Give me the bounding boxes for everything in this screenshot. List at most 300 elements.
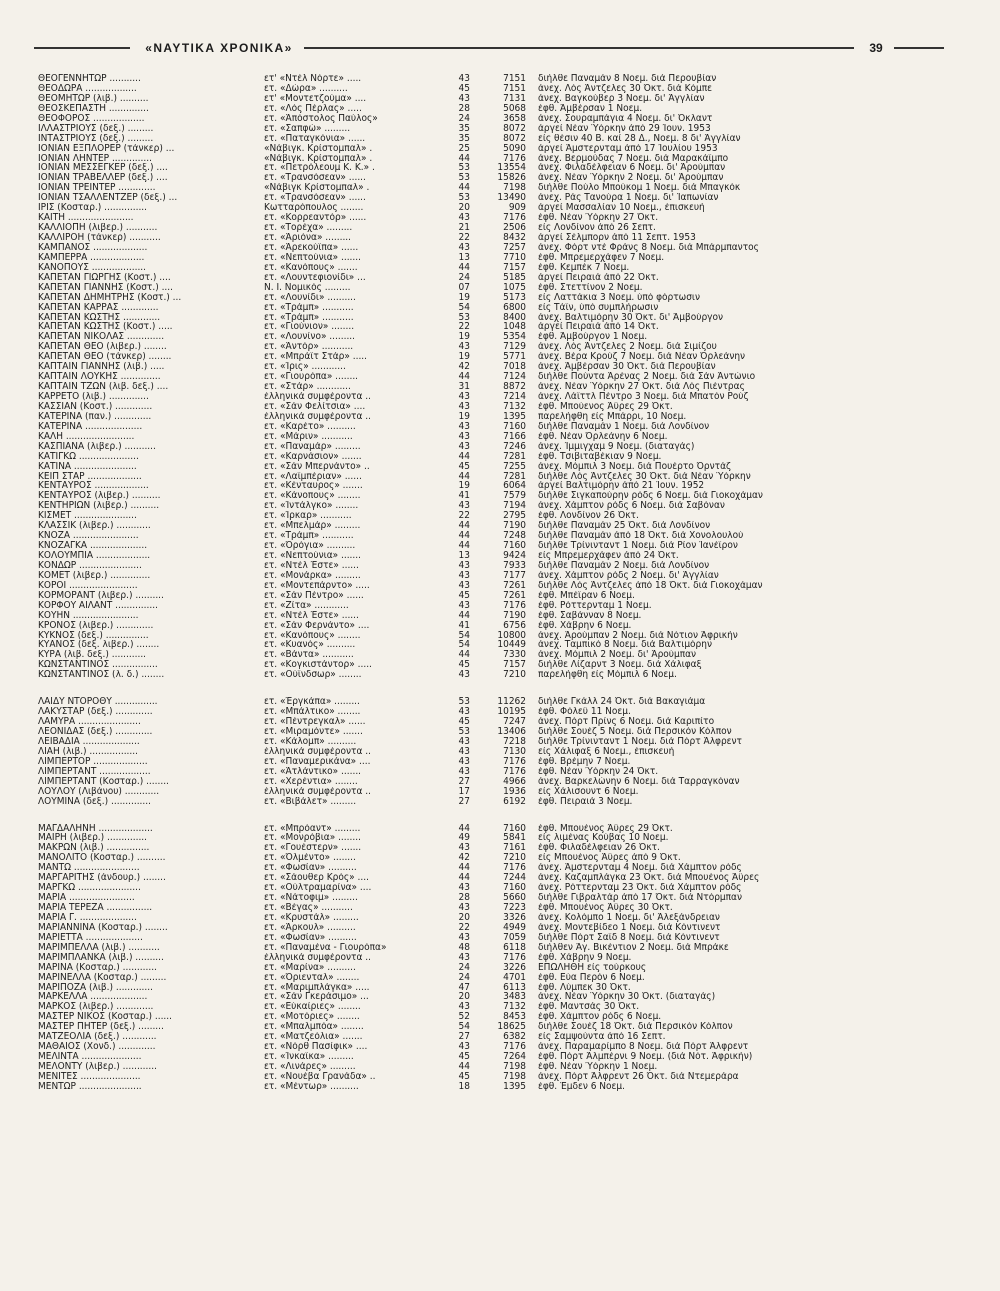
ship-year: 43 bbox=[458, 1002, 470, 1013]
ship-tonnage: 7255 bbox=[503, 461, 526, 472]
ship-movement: άργεί Σέλμπορν άπό 11 Σεπτ. 1953 bbox=[538, 233, 696, 243]
ship-year: 19 bbox=[458, 481, 470, 492]
table-row bbox=[38, 1032, 958, 1042]
ship-year: 43 bbox=[458, 431, 470, 442]
ship-year: 43 bbox=[458, 401, 470, 412]
ship-name: ΚΑΜΠΑΝΟΣ ................... bbox=[38, 242, 148, 253]
table-row bbox=[38, 462, 958, 472]
table-row bbox=[38, 853, 958, 863]
table-row bbox=[38, 581, 958, 591]
ship-owner: ετ. «Σάουθερ Κρός» .... bbox=[264, 873, 369, 884]
ship-movement: διήλθε Πούλο Μπούκομ 1 Νοεμ. διά Μπαγκόκ bbox=[538, 183, 741, 194]
ship-movement: έφθ. Μαντσάς 30 Όκτ. bbox=[538, 1002, 640, 1013]
ship-owner: ετ. «Ντέλ Έστε» ...... bbox=[264, 610, 359, 621]
ship-owner: «Νάβιγκ. Κρίστομπαλ» . bbox=[264, 143, 373, 154]
ship-owner: ετ. «Μαρίνα» .......... bbox=[264, 962, 356, 973]
table-row bbox=[38, 561, 958, 571]
ship-tonnage: 7176 bbox=[503, 952, 526, 963]
ship-name: ΚΕΝΤΑΥΡΟΣ ................... bbox=[38, 481, 149, 492]
ship-year: 43 bbox=[458, 560, 470, 571]
ship-movement: άνεχ. Νέαν Ύόρκην 2 Νοεμ. δι' Άρούμπαν bbox=[538, 173, 724, 184]
ship-tonnage: 7190 bbox=[503, 521, 526, 532]
ship-name: ΙΟΝΙΑΝ ΕΞΠΛΟΡΕΡ (τάνκερ) ... bbox=[38, 143, 175, 154]
ship-tonnage: 7157 bbox=[503, 660, 526, 671]
ship-owner: ετ. «Μάριν» ........... bbox=[264, 431, 353, 442]
ship-tonnage: 10195 bbox=[497, 707, 526, 718]
ship-name: ΙΟΝΙΑΝ ΤΡΕΙΝΤΕΡ ............. bbox=[38, 183, 156, 194]
ship-movement: είς Μπρεμερχάφεν άπό 24 Όκτ. bbox=[538, 551, 679, 561]
table-row bbox=[38, 992, 958, 1002]
table-row bbox=[38, 1022, 958, 1032]
ship-year: 43 bbox=[458, 392, 470, 402]
table-row bbox=[38, 933, 958, 943]
ship-owner: ετ. «Νεπτούνια» ....... bbox=[264, 551, 361, 561]
table-row bbox=[38, 372, 958, 382]
ship-name: ΜΑΚΡΩΝ (λιβ.) ............... bbox=[38, 843, 150, 854]
table-row bbox=[38, 144, 958, 154]
ship-owner: ετ. «Λουνίνο» ......... bbox=[264, 332, 356, 343]
ship-owner: ετ. «Μπαλμπόα» ........ bbox=[264, 1022, 364, 1033]
journal-title: «ΝΑΥΤΙΚΑ ΧΡΟΝΙΚΑ» bbox=[145, 41, 293, 55]
ship-movement: διήλθε Λίζαρντ 3 Νοεμ. διά Χάλιφαξ bbox=[538, 660, 702, 671]
ship-movement: άνεχ. Άμβέρσαν 30 Όκτ. διά Περουβίαν bbox=[538, 362, 716, 373]
table-row bbox=[38, 233, 958, 243]
ship-movement: είς θέσιν 40 Β. καί 28 Δ., Νοεμ. 8 δι' Άγγλίαν bbox=[538, 133, 741, 144]
ship-tonnage: 7281 bbox=[503, 471, 526, 482]
ship-owner: ετ. «Ούϊνδσωρ» ........ bbox=[264, 670, 362, 681]
ship-name: ΚΕΙΠ ΣΤΑΡ ................... bbox=[38, 471, 142, 482]
table-row bbox=[38, 1002, 958, 1012]
ship-tonnage: 7124 bbox=[503, 372, 526, 383]
ship-movement: έφθ. Πειραιά 3 Νοεμ. bbox=[538, 796, 633, 807]
ship-year: 44 bbox=[458, 153, 470, 164]
ship-tonnage: 15826 bbox=[497, 173, 526, 184]
ship-tonnage: 2506 bbox=[503, 223, 526, 233]
ship-tonnage: 7198 bbox=[503, 1071, 526, 1082]
ship-year: 54 bbox=[458, 640, 470, 651]
ship-name: ΚΑΝΟΠΟΥΣ ................... bbox=[38, 262, 147, 273]
ship-movements-table bbox=[38, 74, 958, 1109]
ship-movement: είς Λαττάκια 3 Νοεμ. ύπό φόρτωσιν bbox=[538, 292, 700, 303]
table-row bbox=[38, 501, 958, 511]
table-row bbox=[38, 737, 958, 747]
ship-movement: διήλθε Σουέζ 18 Όκτ. διά Περσικόν Κόλπον bbox=[538, 1022, 733, 1033]
ship-tonnage: 13554 bbox=[497, 163, 526, 174]
ship-year: 27 bbox=[458, 796, 470, 807]
ship-year: 45 bbox=[458, 83, 470, 94]
ship-tonnage: 7160 bbox=[503, 883, 526, 894]
ship-movement: έφθ. Βρέμην 7 Νοεμ. bbox=[538, 756, 631, 767]
ship-owner: ετ. «Μπρόαντ» ......... bbox=[264, 823, 361, 834]
ship-year: 43 bbox=[458, 707, 470, 718]
ship-movement: διήλθε Παναμάν άπό 18 Όκτ. διά Χονολουλού bbox=[538, 531, 744, 542]
ship-owner: ετ. «Τορέχα» ......... bbox=[264, 223, 353, 233]
ship-name: ΚΑΛΗ ........................ bbox=[38, 431, 135, 442]
ship-owner: ετ. «Κανόπους» ....... bbox=[264, 262, 358, 273]
page-header bbox=[34, 38, 944, 60]
ship-tonnage: 5354 bbox=[503, 332, 526, 343]
ship-owner: ετ. «Μονρόβια» ........ bbox=[264, 833, 361, 844]
table-row bbox=[38, 843, 958, 853]
table-row bbox=[38, 551, 958, 561]
ship-movement: έφθ. Στεττίνον 2 Νοεμ. bbox=[538, 282, 643, 293]
ship-year: 43 bbox=[458, 501, 470, 512]
table-row bbox=[38, 601, 958, 611]
table-row bbox=[38, 223, 958, 233]
table-row bbox=[38, 263, 958, 273]
ship-name: ΘΕΟΜΗΤΩΡ (λιβ.) .......... bbox=[38, 93, 149, 104]
ship-movement: διήλθε Τρίνινταντ 1 Νοεμ. διά Ρίον Ίανέϊρον bbox=[538, 541, 738, 551]
ship-name: ΜΑΓΔΑΛΗΝΗ ................... bbox=[38, 823, 153, 834]
table-row bbox=[38, 1082, 958, 1092]
ship-tonnage: 7176 bbox=[503, 213, 526, 224]
ship-year: 53 bbox=[458, 193, 470, 204]
ship-name: ΚΑΠΤΑΙΝ ΛΟΥΚΗΣ .............. bbox=[38, 372, 161, 383]
table-row bbox=[38, 757, 958, 767]
ship-owner: ετ. «Παναμάρ» ......... bbox=[264, 441, 361, 452]
ship-year: 13 bbox=[458, 252, 470, 263]
ship-name: ΜΑΡΙΑ ....................... bbox=[38, 893, 135, 903]
ship-owner: ετ. «Φωσίαν» .......... bbox=[264, 932, 357, 943]
ship-name: ΚΕΝΤΑΥΡΟΣ (λιβερ.) .......... bbox=[38, 491, 161, 502]
ship-year: 20 bbox=[458, 203, 470, 214]
table-row bbox=[38, 392, 958, 402]
ship-movement: έφθ. Νέαν Ύόρκην 27 Όκτ. bbox=[538, 213, 659, 224]
ship-movement: διήλθε Παναμάν 2 Νοεμ. διά Λονδίνον bbox=[538, 560, 710, 571]
ship-tonnage: 6113 bbox=[503, 982, 526, 993]
table-row bbox=[38, 452, 958, 462]
ship-name: ΜΑΙΡΗ (λιβερ.) .............. bbox=[38, 833, 148, 844]
table-row bbox=[38, 824, 958, 834]
ship-name: ΚΛΑΣΣΙΚ (λιβερ.) ............ bbox=[38, 521, 151, 532]
ship-movement: άνεχ. Λάϊττλ Πέντρο 3 Νοεμ. διά Μπατόν Ρούζ bbox=[538, 392, 749, 402]
ship-owner: ετ. «Τράμπ» ........... bbox=[264, 312, 354, 323]
ship-year: 45 bbox=[458, 590, 470, 601]
table-row bbox=[38, 253, 958, 263]
ship-tonnage: 7176 bbox=[503, 756, 526, 767]
ship-owner: ετ. «Γιουρόπα» ........ bbox=[264, 372, 359, 383]
table-row bbox=[38, 134, 958, 144]
ship-year: 44 bbox=[458, 873, 470, 884]
table-row bbox=[38, 1012, 958, 1022]
ship-year: 19 bbox=[458, 411, 470, 422]
ship-year: 54 bbox=[458, 630, 470, 641]
ship-year: 20 bbox=[458, 992, 470, 1003]
ship-tonnage: 7214 bbox=[503, 392, 526, 402]
ship-year: 54 bbox=[458, 302, 470, 313]
ship-movement: είς Χάλισουντ 6 Νοεμ. bbox=[538, 786, 639, 797]
ship-tonnage: 8072 bbox=[503, 133, 526, 144]
ship-name: ΜΕΛΙΝΤΑ ..................... bbox=[38, 1052, 142, 1062]
ship-tonnage: 7176 bbox=[503, 153, 526, 164]
ship-owner: ετ. «Τρανσόσεαν» ...... bbox=[264, 193, 366, 204]
ship-year: 43 bbox=[458, 746, 470, 757]
ship-year: 45 bbox=[458, 717, 470, 727]
ship-year: 24 bbox=[458, 972, 470, 983]
table-row bbox=[38, 963, 958, 973]
ship-name: ΛΑΚΥΣΤΑΡ (δεξ.) ............. bbox=[38, 707, 153, 718]
ship-year: 43 bbox=[458, 421, 470, 432]
ship-year: 43 bbox=[458, 883, 470, 894]
ship-owner: ετ. «Κάνοπους» ........ bbox=[264, 491, 361, 502]
ship-movement: έφθ. Νέαν Ύόρκην 1 Νοεμ. bbox=[538, 1062, 658, 1072]
ship-name: ΘΕΟΣΚΕΠΑΣΤΗ .............. bbox=[38, 103, 149, 114]
ship-tonnage: 7246 bbox=[503, 441, 526, 452]
page-number: 39 bbox=[869, 41, 883, 55]
table-row bbox=[38, 833, 958, 843]
ship-movement: έφθ. Έμδεν 6 Νοεμ. bbox=[538, 1081, 625, 1092]
ship-name: ΚΩΝΣΤΑΝΤΙΝΟΣ (λ. δ.) ........ bbox=[38, 670, 165, 681]
ship-tonnage: 6192 bbox=[503, 796, 526, 807]
ship-name: ΚΑΠΕΤΑΝ ΔΗΜΗΤΡΗΣ (Κοστ.) ... bbox=[38, 292, 182, 303]
ship-year: 35 bbox=[458, 133, 470, 144]
ship-owner: ετ' «Ντέλ Νόρτε» ..... bbox=[264, 74, 362, 84]
ship-owner: ετ. «Μονάρκα» ......... bbox=[264, 570, 361, 581]
ship-owner: ετ. «Σάν Φελίτσια» .... bbox=[264, 401, 366, 412]
ship-year: 13 bbox=[458, 551, 470, 561]
ship-movement: άνεχ. Ίμμιγχαμ 9 Νοεμ. (διαταγάς) bbox=[538, 441, 695, 452]
ship-year: 19 bbox=[458, 332, 470, 343]
ship-year: 43 bbox=[458, 441, 470, 452]
ship-tonnage: 7129 bbox=[503, 342, 526, 353]
ship-name: ΜΑΤΖΕΟΛΙΑ (δεξ.) ............ bbox=[38, 1032, 157, 1043]
table-row bbox=[38, 432, 958, 442]
ship-name: ΚΑΛΛΙΡΟΗ (τάνκερ) ........... bbox=[38, 233, 161, 243]
ship-year: 43 bbox=[458, 903, 470, 913]
table-row bbox=[38, 273, 958, 283]
table-row bbox=[38, 293, 958, 303]
ship-owner: ετ. «Γιούνιον» ........ bbox=[264, 322, 355, 333]
ship-year: 53 bbox=[458, 163, 470, 174]
ship-owner: ετ. «Πέντρεγκαλ» ...... bbox=[264, 717, 366, 727]
ship-year: 28 bbox=[458, 893, 470, 903]
ship-movement: έφθ. Λονδίνον 26 Όκτ. bbox=[538, 511, 639, 522]
table-row bbox=[38, 670, 958, 680]
ship-year: 27 bbox=[458, 776, 470, 787]
ship-movement: έφθ. Μπρεμερχάφεν 7 Νοεμ. bbox=[538, 252, 665, 263]
ship-name: ΙΡΙΣ (Κοσταρ.) ............... bbox=[38, 203, 148, 214]
ship-name: ΚΑΠΕΤΑΝ ΓΙΑΝΝΗΣ (Κοστ.) .... bbox=[38, 282, 173, 293]
table-row bbox=[38, 531, 958, 541]
ship-owner: ετ. «Όριενταλ» ........ bbox=[264, 972, 360, 983]
ship-tonnage: 7131 bbox=[503, 93, 526, 104]
ship-tonnage: 2795 bbox=[503, 511, 526, 522]
ship-name: ΛΟΥΛΟΥ (Λιβάνου) ............ bbox=[38, 786, 160, 797]
ship-tonnage: 5771 bbox=[503, 352, 526, 363]
ship-tonnage: 6382 bbox=[503, 1032, 526, 1043]
table-row bbox=[38, 621, 958, 631]
ship-name: ΛΙΜΠΕΡΤΟΡ ................... bbox=[38, 756, 148, 767]
ship-year: 49 bbox=[458, 833, 470, 844]
ship-name: ΚΟΜΕΤ (λιβερ.) .............. bbox=[38, 570, 151, 581]
ship-movement: είς Μπουένος Άϋρες άπό 9 Όκτ. bbox=[538, 853, 681, 864]
table-row bbox=[38, 154, 958, 164]
ship-year: 28 bbox=[458, 103, 470, 114]
ship-tonnage: 6756 bbox=[503, 620, 526, 631]
ship-group bbox=[38, 697, 958, 806]
ship-year: 19 bbox=[458, 292, 470, 303]
table-row bbox=[38, 472, 958, 482]
ship-owner: ετ. «Τράμπ» ........... bbox=[264, 531, 354, 542]
ship-owner: ετ. «Νάτοφιμ» ......... bbox=[264, 893, 358, 903]
ship-tonnage: 7059 bbox=[503, 932, 526, 943]
ship-owner: ετ. «Μαριμπλάγκα» ..... bbox=[264, 982, 370, 993]
ship-name: ΜΑΡΙΜΠΕΛΛΑ (λιβ.) ........... bbox=[38, 942, 160, 953]
ship-name: ΚΑΠΕΤΑΝ ΚΩΣΤΗΣ ............. bbox=[38, 312, 161, 323]
ship-tonnage: 7281 bbox=[503, 451, 526, 462]
ship-name: ΚΑΡΡΕΤΟ (λιβ.) .............. bbox=[38, 392, 149, 402]
ship-owner: ετ. «Μέντωρ» .......... bbox=[264, 1081, 359, 1092]
ship-movement: άργεί Νέαν Ύόρκην άπό 29 Ίουν. 1953 bbox=[538, 123, 711, 134]
ship-name: ΚΙΣΜΕΤ ...................... bbox=[38, 511, 137, 522]
table-row bbox=[38, 863, 958, 873]
ship-name: ΛΟΥΜΙΝΑ (δεξ.) .............. bbox=[38, 796, 151, 807]
ship-year: 31 bbox=[458, 382, 470, 392]
ship-year: 44 bbox=[458, 650, 470, 661]
ship-owner: ετ. «Κορρεαντόρ» ...... bbox=[264, 213, 367, 224]
ship-name: ΜΑΡΚΕΛΛΑ .................... bbox=[38, 992, 148, 1003]
ship-owner: ετ. «Κογκιστάντορ» ..... bbox=[264, 660, 372, 671]
ship-owner: ετ. «Άτλάντικο» ....... bbox=[264, 766, 362, 777]
ship-tonnage: 7198 bbox=[503, 183, 526, 194]
ship-tonnage: 8400 bbox=[503, 312, 526, 323]
ship-name: ΜΑΡΙΜΠΛΑΝΚΑ (λιβ.) .......... bbox=[38, 952, 164, 963]
ship-year: 44 bbox=[458, 863, 470, 874]
table-row bbox=[38, 883, 958, 893]
ship-name: ΚΟΡΟΙ ........................ bbox=[38, 580, 138, 591]
ship-tonnage: 5173 bbox=[503, 292, 526, 303]
ship-name: ΚΥΚΝΟΣ (δεξ.) ............... bbox=[38, 630, 149, 641]
ship-owner: ετ. «Όλμέντο» ........ bbox=[264, 853, 356, 864]
ship-owner: ετ. «Κάλομπ» .......... bbox=[264, 736, 357, 747]
ship-year: 22 bbox=[458, 233, 470, 243]
ship-year: 43 bbox=[458, 952, 470, 963]
table-row bbox=[38, 511, 958, 521]
ship-tonnage: 7261 bbox=[503, 590, 526, 601]
ship-year: 44 bbox=[458, 823, 470, 834]
table-row bbox=[38, 412, 958, 422]
ship-year: 52 bbox=[458, 1012, 470, 1023]
ship-tonnage: 5068 bbox=[503, 103, 526, 114]
ship-owner: ετ. «Δώρα» .......... bbox=[264, 83, 348, 94]
ship-movement: είς Σαμψούντα άπό 16 Σεπτ. bbox=[538, 1032, 666, 1043]
ship-tonnage: 10800 bbox=[497, 630, 526, 641]
ship-name: ΜΑΡΓΑΡΙΤΗΣ (άνδουρ.) ........ bbox=[38, 873, 166, 884]
table-row bbox=[38, 163, 958, 173]
ship-movement: άργεί Άμστερνταμ άπό 17 Ίουλίου 1953 bbox=[538, 143, 718, 154]
ship-owner: ετ. «Παναμένα - Γιουρόπα» bbox=[264, 942, 387, 953]
table-row bbox=[38, 481, 958, 491]
ship-owner: ετ. «Ίρις» ............ bbox=[264, 362, 346, 373]
ship-owner: ετ. «Εύκαίριες» ........ bbox=[264, 1002, 361, 1013]
ship-owner: ετ. «Τρανσόσεαν» ...... bbox=[264, 173, 366, 184]
ship-movement: έφθ. Άμβέρσαν 1 Νοεμ. bbox=[538, 103, 643, 114]
ship-tonnage: 7160 bbox=[503, 823, 526, 834]
table-row bbox=[38, 303, 958, 313]
ship-name: ΛΙΜΠΕΡΤΑΝΤ .................. bbox=[38, 766, 151, 777]
ship-owner: ετ. «Λουνίδι» .......... bbox=[264, 292, 356, 303]
ship-movement: έφθ. Χάβρην 9 Νοεμ. bbox=[538, 952, 632, 963]
ship-year: 43 bbox=[458, 242, 470, 253]
ship-year: 44 bbox=[458, 1062, 470, 1072]
ship-tonnage: 7244 bbox=[503, 873, 526, 884]
ship-name: ΚΟΛΟΥΜΠΙΑ ................... bbox=[38, 551, 151, 561]
ship-year: 07 bbox=[458, 282, 470, 293]
ship-tonnage: 7198 bbox=[503, 1062, 526, 1072]
table-row bbox=[38, 193, 958, 203]
ship-name: ΚΑΜΠΕΡΡΑ ................... bbox=[38, 252, 145, 263]
ship-owner: ετ. «Κανόπους» ........ bbox=[264, 630, 361, 641]
ship-tonnage: 7176 bbox=[503, 1042, 526, 1053]
table-row bbox=[38, 903, 958, 913]
ship-year: 25 bbox=[458, 143, 470, 154]
table-row bbox=[38, 342, 958, 352]
ship-year: 44 bbox=[458, 541, 470, 551]
ship-year: 42 bbox=[458, 362, 470, 373]
table-row bbox=[38, 243, 958, 253]
table-row bbox=[38, 183, 958, 193]
ship-tonnage: 3658 bbox=[503, 113, 526, 124]
ship-movement: έφθ. Νέαν Όρλεάνην 6 Νοεμ. bbox=[538, 431, 668, 442]
ship-movement: διήλθε Πούντα Άρένας 2 Νοεμ. διά Σάν Άντώνιο bbox=[538, 372, 756, 383]
table-row bbox=[38, 650, 958, 660]
ship-owner: ετ. «Σάν Φερνάντο» .... bbox=[264, 620, 370, 631]
table-row bbox=[38, 313, 958, 323]
ship-year: 27 bbox=[458, 1032, 470, 1043]
ship-year: 43 bbox=[458, 1042, 470, 1053]
ship-year: 44 bbox=[458, 610, 470, 621]
table-row bbox=[38, 1042, 958, 1052]
ship-owner: ετ. «Λουντεφιονίδι» ... bbox=[264, 272, 366, 283]
ship-movement: άνεχ. Φόρτ ντέ Φράνς 8 Νοεμ. διά Μπάρμπαντος bbox=[538, 242, 759, 253]
table-row bbox=[38, 283, 958, 293]
ship-year: 44 bbox=[458, 471, 470, 482]
ship-name: ΚΩΝΣΤΑΝΤΙΝΟΣ ................ bbox=[38, 660, 158, 671]
ship-year: 41 bbox=[458, 491, 470, 502]
ship-name: ΚΝΟΖΑΓΚΑ .................... bbox=[38, 541, 148, 551]
table-row bbox=[38, 727, 958, 737]
ship-tonnage: 10449 bbox=[497, 640, 526, 651]
ship-year: 44 bbox=[458, 183, 470, 194]
ship-tonnage: 7257 bbox=[503, 242, 526, 253]
ship-year: 35 bbox=[458, 123, 470, 134]
ship-name: ΚΟΡΦΟΥ ΑΙΛΑΝΤ ............... bbox=[38, 600, 158, 611]
ship-owner: έλληνικά συμφέροντα .. bbox=[264, 952, 371, 963]
ship-tonnage: 7210 bbox=[503, 853, 526, 864]
ship-movement: έφθ. Χάβρην 6 Νοεμ. bbox=[538, 620, 632, 631]
ship-movement: έφθ. Χάμπτον ρόδς 6 Νοεμ. bbox=[538, 1012, 662, 1023]
ship-movement: έφθ. Λύμπεκ 30 Όκτ. bbox=[538, 982, 631, 993]
ship-tonnage: 7177 bbox=[503, 570, 526, 581]
ship-owner: ετ. «Κρυστάλ» ......... bbox=[264, 912, 359, 923]
table-row bbox=[38, 571, 958, 581]
ship-name: ΙΟΝΙΑΝ ΤΡΑΒΕΛΛΕΡ (δεξ.) .... bbox=[38, 173, 168, 184]
table-row bbox=[38, 541, 958, 551]
ship-owner: ετ. «Λινάρες» ......... bbox=[264, 1062, 356, 1072]
table-row bbox=[38, 322, 958, 332]
ship-name: ΜΑΝΟΛΙΤΟ (Κοσταρ.) .......... bbox=[38, 853, 166, 864]
ship-tonnage: 8072 bbox=[503, 123, 526, 134]
ship-movement: διήλθε Τρίνινταντ 1 Νοεμ. διά Πόρτ Άλφρεντ bbox=[538, 736, 742, 747]
ship-tonnage: 7710 bbox=[503, 252, 526, 263]
ship-owner: ετ. «Έργκάπα» ......... bbox=[264, 697, 360, 708]
ship-movement: άργεί Πειραιά άπό 22 Όκτ. bbox=[538, 272, 659, 283]
ship-owner: «Νάβιγκ. Κρίστομπαλ» . bbox=[264, 153, 373, 164]
ship-name: ΚΑΠΕΤΑΝ ΝΙΚΟΛΑΣ ............. bbox=[38, 332, 165, 343]
ship-owner: έλληνικά συμφέροντα .. bbox=[264, 411, 371, 422]
ship-owner: ετ. «Γουέστερν» ....... bbox=[264, 843, 362, 854]
ship-tonnage: 18625 bbox=[497, 1022, 526, 1033]
